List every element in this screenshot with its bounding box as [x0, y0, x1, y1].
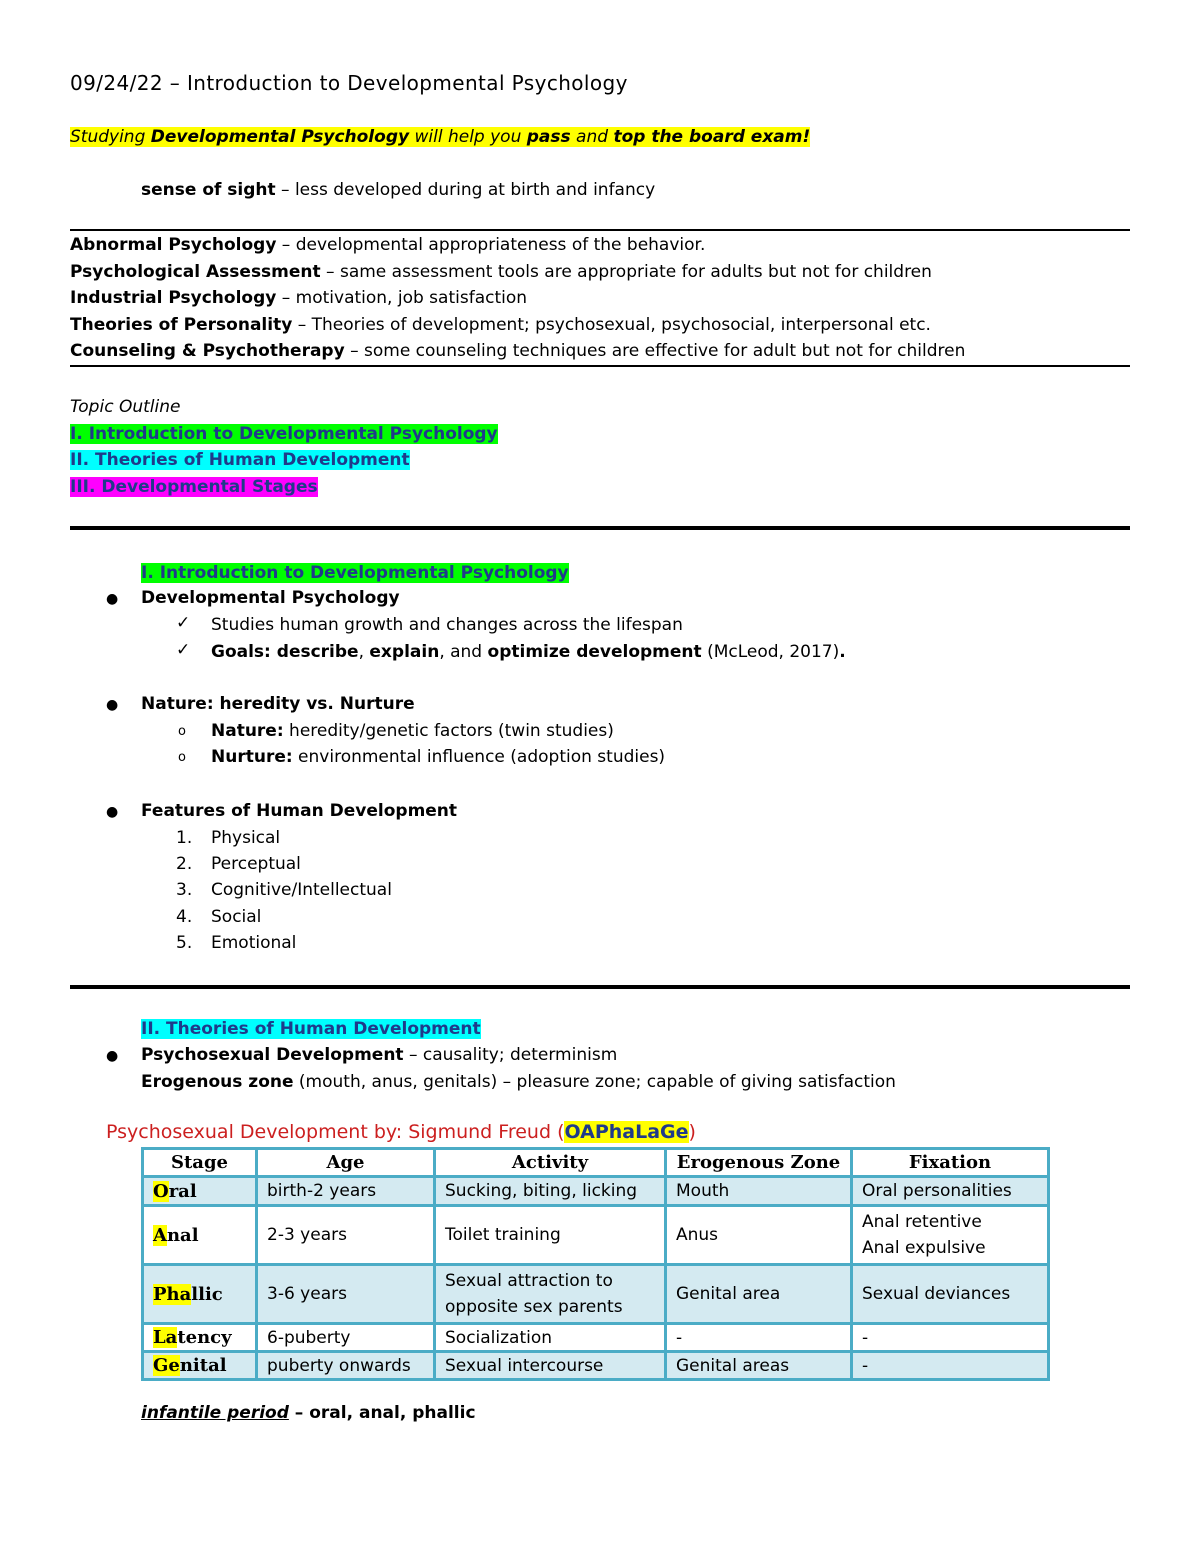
check-item-2: Goals: describe, explain, and optimize development (McLeod, 2017).: [211, 642, 846, 662]
features-title: Features of Human Development: [141, 801, 458, 821]
age-cell: 2-3 years: [257, 1206, 435, 1265]
outline-item-3: III. Developmental Stages: [70, 477, 318, 497]
nature-nurture-item: Nature: heredity vs. Nurture: [141, 694, 415, 714]
dev-psych-item: Developmental Psychology: [141, 588, 400, 608]
header-zone: Erogenous Zone: [666, 1149, 852, 1177]
fixation-cell: Oral personalities: [852, 1177, 1049, 1206]
activity-cell: Sexual intercourse: [435, 1352, 666, 1380]
feature-item: Perceptual: [211, 854, 301, 874]
feature-item: Emotional: [211, 933, 297, 953]
field-industrial: Industrial Psychology – motivation, job satisfaction: [70, 288, 528, 308]
section1-heading: I. Introduction to Developmental Psychology: [141, 563, 569, 583]
bullet-icon: ●: [106, 697, 119, 713]
divider-thick: [70, 985, 1130, 989]
circle-bullet-icon: o: [178, 724, 186, 739]
list-number: 2.: [176, 854, 193, 874]
stage-cell: Latency: [143, 1324, 257, 1352]
age-cell: 6-puberty: [257, 1324, 435, 1352]
activity-cell: Toilet training: [435, 1206, 666, 1265]
zone-cell: Genital area: [666, 1265, 852, 1324]
header-activity: Activity: [435, 1149, 666, 1177]
fixation-line: Anal retentive: [862, 1212, 982, 1232]
table-row: [143, 1177, 1049, 1206]
table-row: [143, 1324, 1049, 1352]
zone-cell: -: [666, 1324, 852, 1352]
stage-cell: Phallic: [143, 1265, 257, 1324]
freud-caption: Psychosexual Development by: Sigmund Freud (OAPhaLaGe): [106, 1121, 696, 1143]
stage-cell: Genital: [143, 1352, 257, 1380]
age-cell: puberty onwards: [257, 1352, 435, 1380]
nurture-item: Nurture: environmental influence (adoption studies): [211, 747, 666, 767]
list-number: 3.: [176, 880, 193, 900]
stage-cell: Anal: [143, 1206, 257, 1265]
list-number: 5.: [176, 933, 193, 953]
activity-cell: Socialization: [435, 1324, 666, 1352]
bullet-icon: ●: [106, 591, 119, 607]
fixation-cell: Sexual deviances: [852, 1265, 1049, 1324]
psychosexual-item: Psychosexual Development – causality; determinism: [141, 1045, 618, 1065]
list-number: 4.: [176, 907, 193, 927]
nature-item: Nature: heredity/genetic factors (twin studies): [211, 721, 614, 741]
tagline: Studying Developmental Psychology will help you pass and top the board exam!: [70, 127, 811, 147]
activity-cell: [435, 1265, 666, 1324]
check-item-1: Studies human growth and changes across the lifespan: [211, 615, 683, 635]
fixation-line: Anal expulsive: [862, 1238, 986, 1258]
infantile-period-note: infantile period – oral, anal, phallic: [141, 1403, 476, 1423]
field-assessment: Psychological Assessment – same assessment tools are appropriate for adults but not for children: [70, 262, 932, 282]
outline-item-2: II. Theories of Human Development: [70, 450, 410, 470]
table-row: [143, 1206, 1049, 1265]
activity-line: Sexual attraction to: [445, 1271, 613, 1291]
divider: [70, 365, 1130, 367]
header-age: Age: [257, 1149, 435, 1177]
sense-of-sight-note: sense of sight – less developed during at birth and infancy: [141, 180, 656, 200]
checkmark-icon: ✓: [176, 640, 191, 660]
activity-cell: Sucking, biting, licking: [435, 1177, 666, 1206]
zone-cell: Genital areas: [666, 1352, 852, 1380]
checkmark-icon: ✓: [176, 613, 191, 633]
zone-cell: Anus: [666, 1206, 852, 1265]
table-header-row: [143, 1149, 1049, 1177]
stage-cell: Oral: [143, 1177, 257, 1206]
fixation-cell: -: [852, 1352, 1049, 1380]
field-personality: Theories of Personality – Theories of development; psychosexual, psychosocial, interpersonal etc.: [70, 315, 931, 335]
header-stage: Stage: [143, 1149, 257, 1177]
feature-item: Physical: [211, 828, 281, 848]
field-abnormal: Abnormal Psychology – developmental appropriateness of the behavior.: [70, 235, 706, 255]
age-cell: birth-2 years: [257, 1177, 435, 1206]
age-cell: 3-6 years: [257, 1265, 435, 1324]
activity-line: opposite sex parents: [445, 1297, 623, 1317]
feature-item: Social: [211, 907, 262, 927]
feature-item: Cognitive/Intellectual: [211, 880, 392, 900]
divider: [70, 229, 1130, 231]
outline-item-1: I. Introduction to Developmental Psychology: [70, 424, 498, 444]
section2-heading: II. Theories of Human Development: [141, 1019, 481, 1039]
circle-bullet-icon: o: [178, 750, 186, 765]
page-title: 09/24/22 – Introduction to Developmental Psychology: [70, 71, 628, 95]
divider-thick: [70, 526, 1130, 530]
table-row: [143, 1265, 1049, 1324]
bullet-icon: ●: [106, 1048, 119, 1064]
bullet-icon: ●: [106, 804, 119, 820]
fixation-cell: -: [852, 1324, 1049, 1352]
fixation-cell: [852, 1206, 1049, 1265]
table-row: [143, 1352, 1049, 1380]
header-fixation: Fixation: [852, 1149, 1049, 1177]
erogenous-item: Erogenous zone (mouth, anus, genitals) – pleasure zone; capable of giving satisfaction: [141, 1072, 896, 1092]
topic-outline-label: Topic Outline: [70, 397, 181, 417]
zone-cell: Mouth: [666, 1177, 852, 1206]
list-number: 1.: [176, 828, 193, 848]
freud-stages-table: [141, 1147, 1050, 1381]
field-counseling: Counseling & Psychotherapy – some counseling techniques are effective for adult but not for children: [70, 341, 966, 361]
